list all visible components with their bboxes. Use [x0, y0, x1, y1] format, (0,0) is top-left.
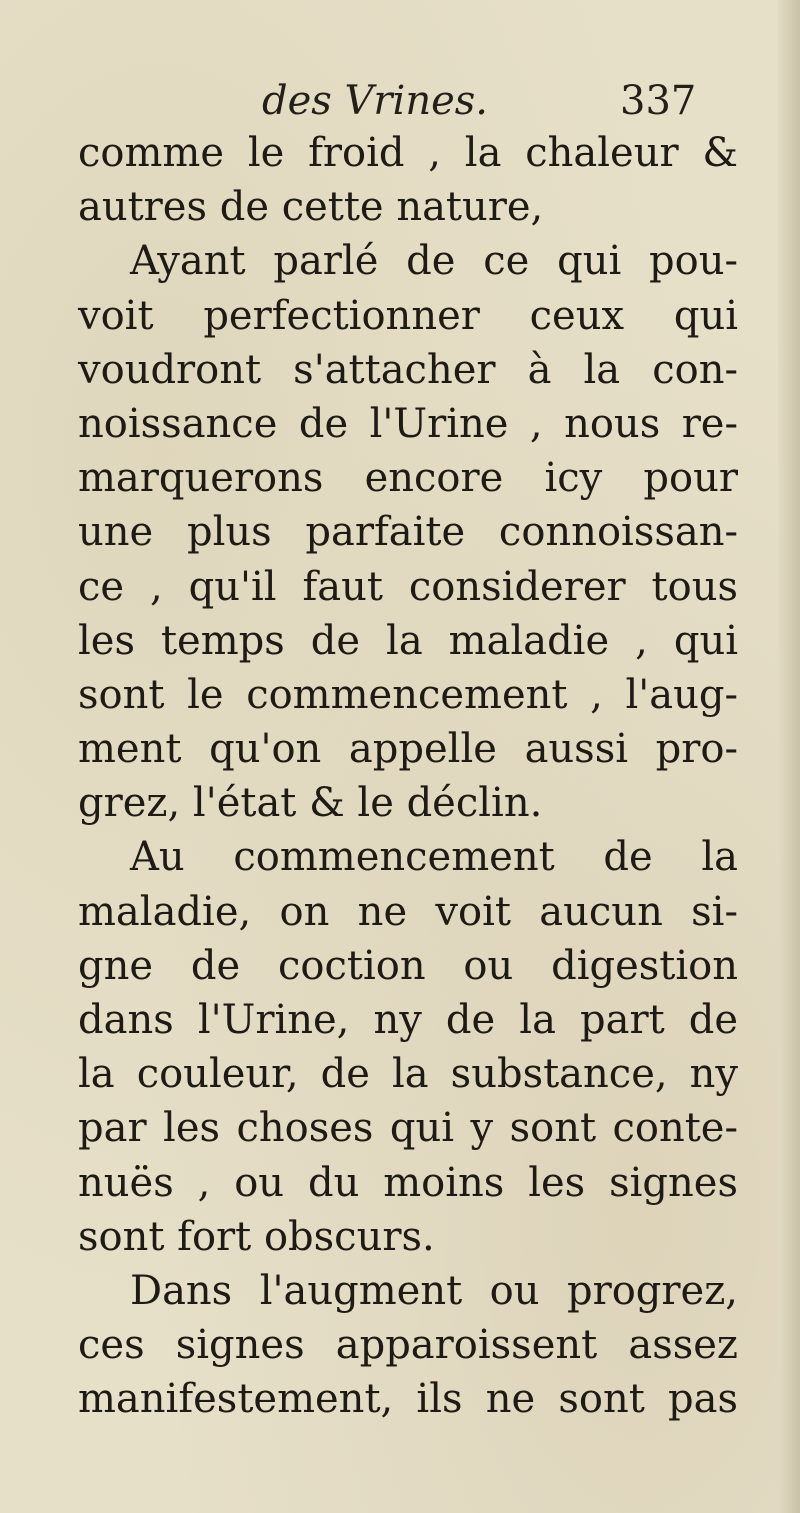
- page-edge: [778, 0, 800, 1513]
- text-line: Dans l'augment ou progrez,: [130, 1267, 738, 1314]
- paragraph: [78, 126, 738, 234]
- text-line: noissance de l'Urine , nous re-: [78, 400, 738, 447]
- text-line: ce , qu'il faut considerer tous: [78, 563, 738, 610]
- paragraph: [78, 1264, 738, 1427]
- text-line: une plus parfaite connoissan-: [78, 509, 738, 556]
- page-header: [0, 78, 800, 128]
- text-line: par les choses qui y sont conte-: [78, 1105, 738, 1152]
- running-title: des Vrines.: [262, 78, 488, 124]
- body-text: [78, 126, 738, 1427]
- text-line: sont fort obscurs.: [78, 1213, 435, 1260]
- text-line: ces signes apparoissent assez: [78, 1322, 738, 1369]
- text-line: autres de cette nature,: [78, 184, 544, 231]
- paragraph: [78, 830, 738, 1264]
- text-line: voit perfectionner ceux qui: [78, 292, 738, 339]
- text-line: Au commencement de la: [130, 834, 738, 881]
- page-number: 337: [620, 78, 697, 124]
- text-line: la couleur, de la substance, ny: [78, 1051, 738, 1098]
- text-line: dans l'Urine, ny de la part de: [78, 997, 738, 1043]
- text-line: maladie, on ne voit aucun si-: [78, 888, 738, 935]
- text-line: ment qu'on appelle aussi pro-: [78, 726, 738, 773]
- text-line: nuës , ou du moins les signes: [78, 1159, 738, 1206]
- paragraph: [78, 234, 738, 830]
- text-line: les temps de la maladie , qui: [78, 617, 738, 664]
- text-line: comme le froid , la chaleur &: [78, 130, 738, 176]
- text-line: grez, l'état & le déclin.: [78, 780, 543, 827]
- text-line: marquerons encore icy pour: [78, 455, 738, 502]
- text-line: manifestement, ils ne sont pas: [78, 1376, 738, 1423]
- text-line: sont le commencement , l'aug-: [78, 671, 738, 718]
- text-line: voudront s'attacher à la con-: [78, 346, 738, 393]
- text-line: gne de coction ou digestion: [78, 942, 738, 989]
- text-line: Ayant parlé de ce qui pou-: [130, 238, 738, 285]
